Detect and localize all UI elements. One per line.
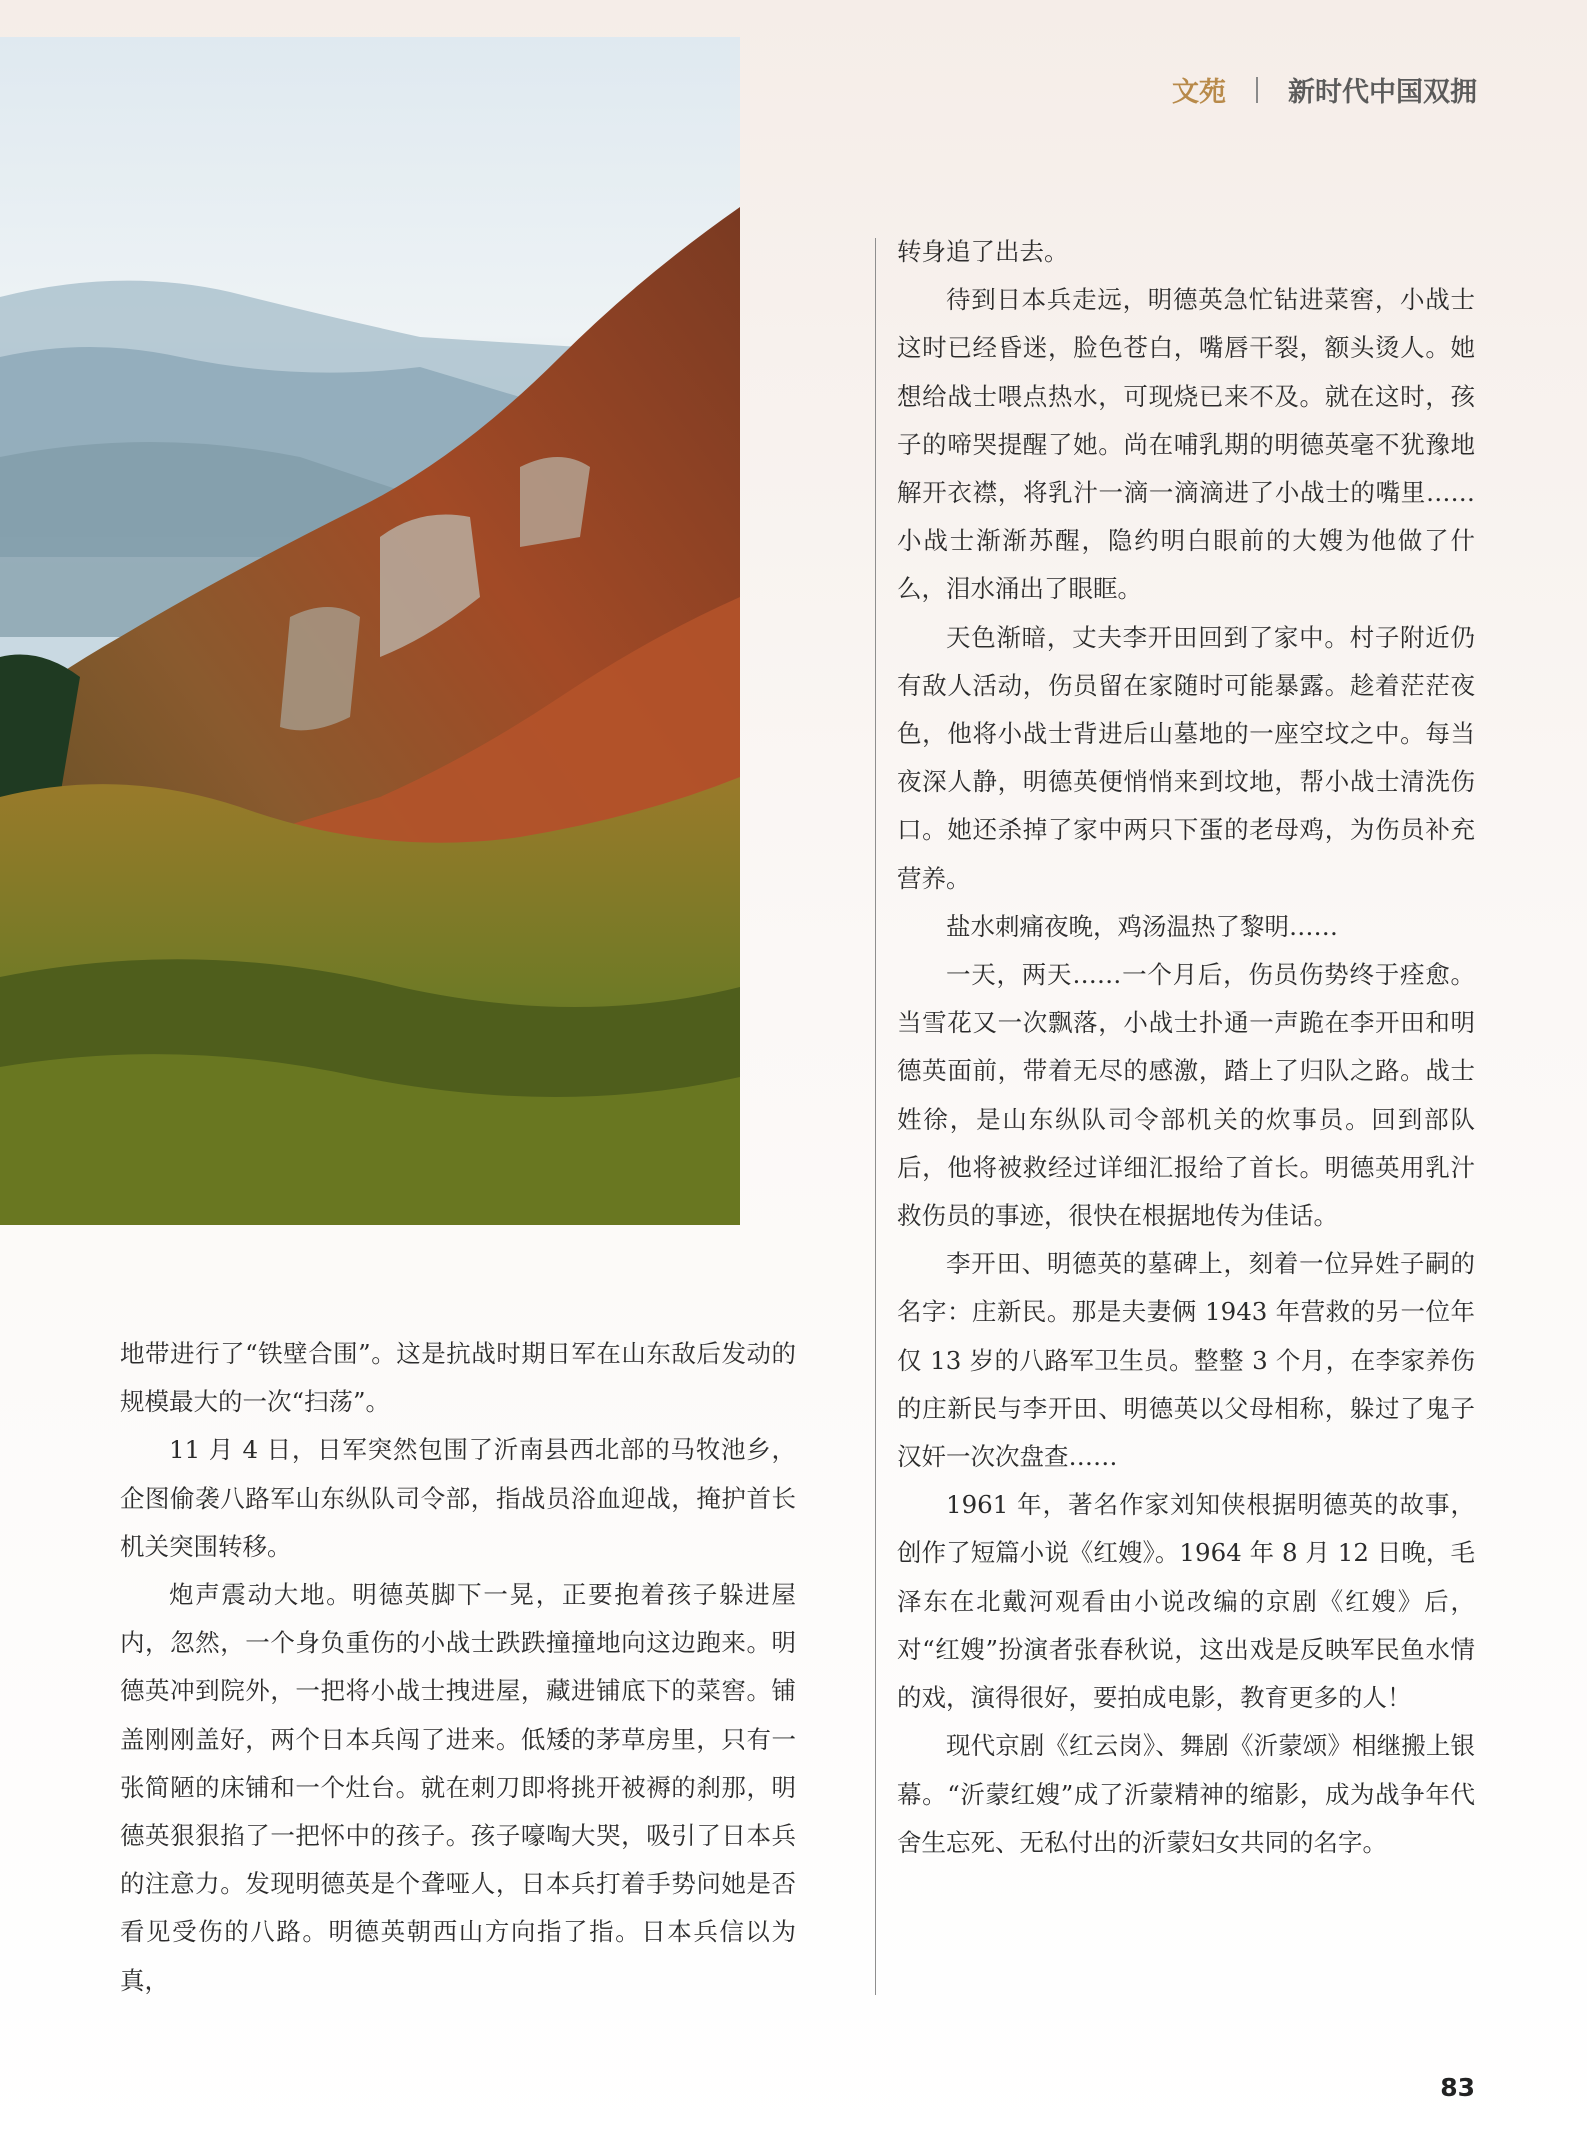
section-label: 文苑 bbox=[1172, 77, 1226, 108]
mountain-autumn-forest-photo bbox=[0, 37, 740, 1225]
paragraph: 一天，两天……一个月后，伤员伤势终于痊愈。当雪花又一次飘落，小战士扑通一声跪在李开田和明德英面前，带着无尽的感激，踏上了归队之路。战士姓徐，是山东纵队司令部机关的炊事员。回到部队后，他将被救经过详细汇报给了首长。明德英用乳汁救伤员的事迹，很快在根据地传为佳话。 bbox=[897, 960, 1475, 1231]
header-divider bbox=[1256, 77, 1258, 103]
page-number: 83 bbox=[1440, 2073, 1475, 2102]
paragraph: 11 月 4 日，日军突然包围了沂南县西北部的马牧池乡，企图偷袭八路军山东纵队司令部，指战员浴血迎战，掩护首长机关突围转移。 bbox=[120, 1435, 796, 1561]
paragraph: 地带进行了“铁壁合围”。这是抗战时期日军在山东敌后发动的规模最大的一次“扫荡”。 bbox=[120, 1339, 796, 1417]
column-title: 新时代中国双拥 bbox=[1288, 77, 1477, 108]
paragraph: 炮声震动大地。明德英脚下一晃，正要抱着孩子躲进屋内，忽然，一个身负重伤的小战士跌跌撞撞地向这边跑来。明德英冲到院外，一把将小战士拽进屋，藏进铺底下的菜窖。铺盖刚刚盖好，两个日本兵闯了进来。低矮的茅草房里，只有一张简陋的床铺和一个灶台。就在刺刀即将挑开被褥的刹那，明德英狠狠掐了一把怀中的孩子。孩子嚎啕大哭，吸引了日本兵的注意力。发现明德英是个聋哑人，日本兵打着手势问她是否看见受伤的八路。明德英朝西山方向指了指。日本兵信以为真， bbox=[120, 1580, 796, 1995]
paragraph: 现代京剧《红云岗》、舞剧《沂蒙颂》相继搬上银幕。“沂蒙红嫂”成了沂蒙精神的缩影，成为战争年代舍生忘死、无私付出的沂蒙妇女共同的名字。 bbox=[897, 1731, 1475, 1857]
paragraph: 待到日本兵走远，明德英急忙钻进菜窖，小战士这时已经昏迷，脸色苍白，嘴唇干裂，额头烫人。她想给战士喂点热水，可现烧已来不及。就在这时，孩子的啼哭提醒了她。尚在哺乳期的明德英毫不犹豫地解开衣襟，将乳汁一滴一滴滴进了小战士的嘴里……小战士渐渐苏醒，隐约明白眼前的大嫂为他做了什么，泪水涌出了眼眶。 bbox=[897, 285, 1475, 604]
column-divider bbox=[875, 238, 876, 1995]
paragraph: 李开田、明德英的墓碑上，刻着一位异姓子嗣的名字：庄新民。那是夫妻俩 1943 年营救的另一位年仅 13 岁的八路军卫生员。整整 3 个月，在李家养伤的庄新民与李开田、明德英以父母相称，躲过了鬼子汉奸一次次盘查…… bbox=[897, 1249, 1475, 1472]
right-text-column bbox=[897, 228, 1475, 1867]
left-text-column bbox=[120, 1330, 796, 2005]
paragraph: 盐水刺痛夜晚，鸡汤温热了黎明…… bbox=[946, 911, 1338, 941]
running-header bbox=[1172, 70, 1477, 109]
paragraph: 1961 年，著名作家刘知侠根据明德英的故事，创作了短篇小说《红嫂》。1964 年 8 月 12 日晚，毛泽东在北戴河观看由小说改编的京剧《红嫂》后，对“红嫂”扮演者张春秋说，这出戏是反映军民鱼水情的戏，演得很好，要拍成电影，教育更多的人！ bbox=[897, 1490, 1475, 1713]
paragraph: 天色渐暗，丈夫李开田回到了家中。村子附近仍有敌人活动，伤员留在家随时可能暴露。趁着茫茫夜色，他将小战士背进后山墓地的一座空坟之中。每当夜深人静，明德英便悄悄来到坟地，帮小战士清洗伤口。她还杀掉了家中两只下蛋的老母鸡，为伤员补充营养。 bbox=[897, 622, 1475, 893]
paragraph: 转身追了出去。 bbox=[897, 237, 1069, 266]
